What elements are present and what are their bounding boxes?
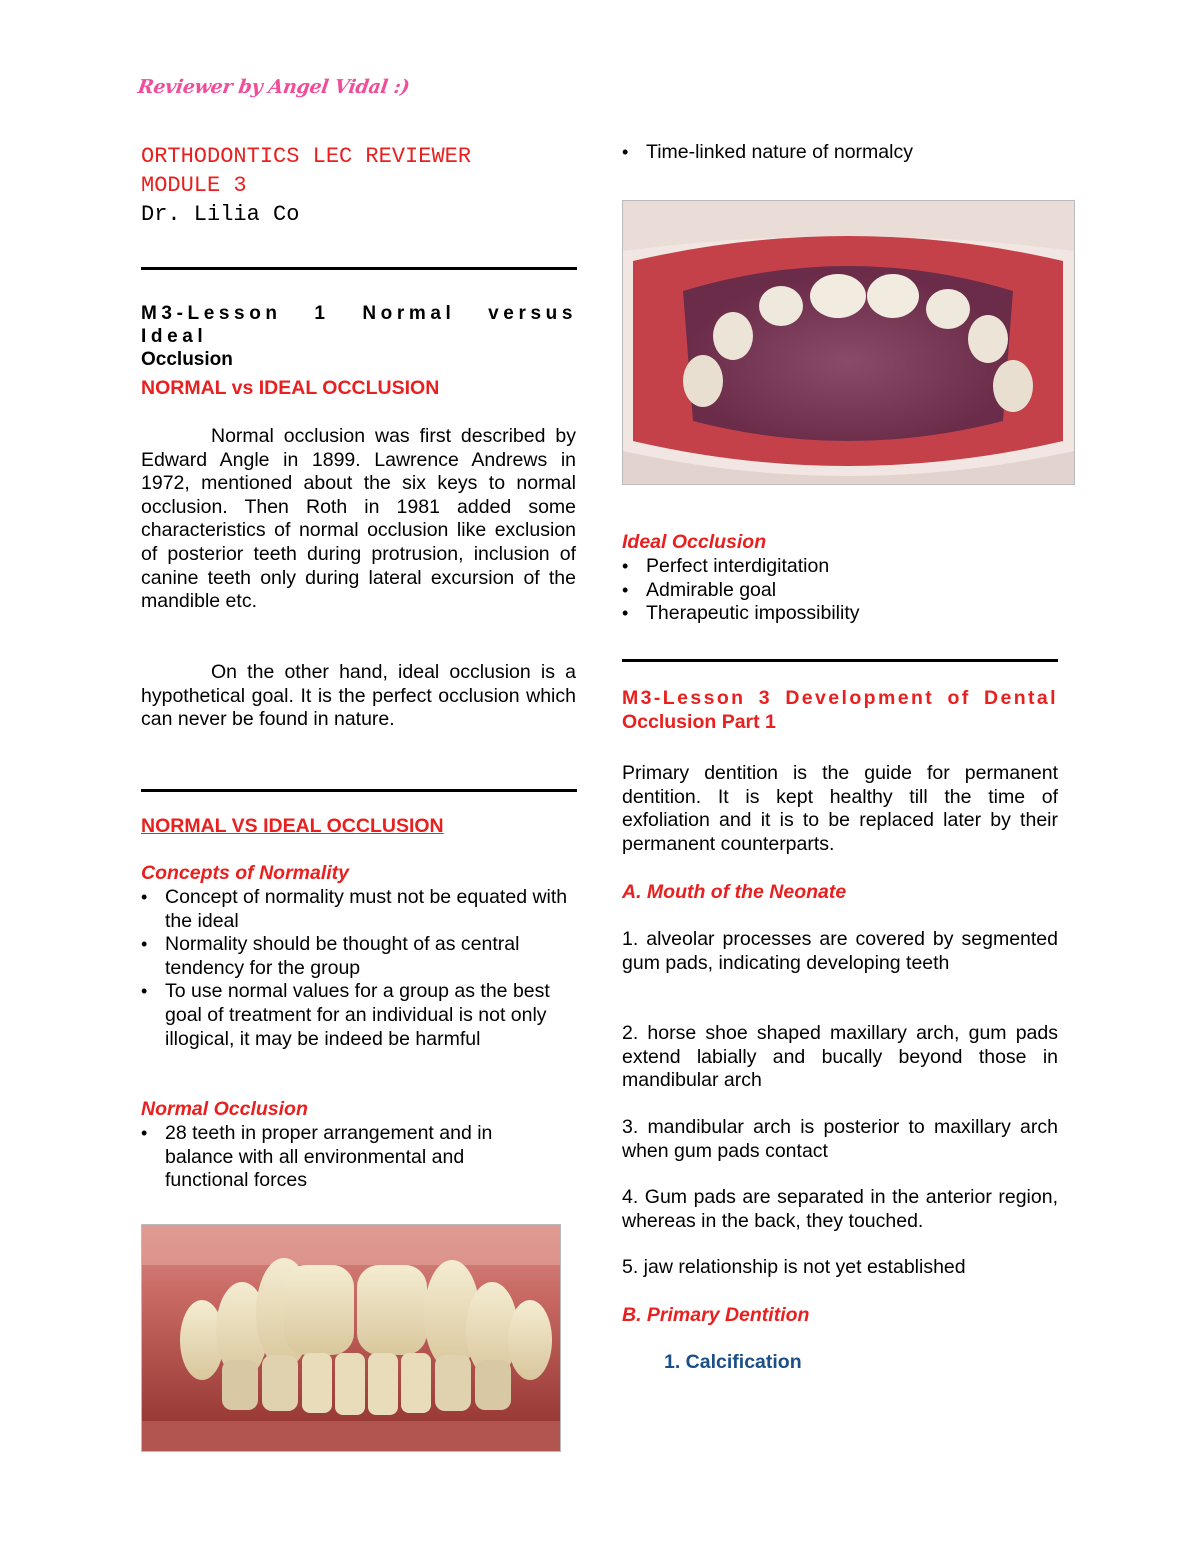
concepts-list xyxy=(141,886,571,1051)
lesson1-heading xyxy=(141,302,577,371)
list-item: • Admirable goal xyxy=(622,579,1058,603)
list-item: • To use normal values for a group as the best goal of treatment for an individual is not only illogical, it may be indeed be harmful xyxy=(141,980,571,1051)
divider xyxy=(141,789,577,792)
ideal-occlusion-heading: Ideal Occlusion xyxy=(622,531,767,553)
frontal-teeth-photo xyxy=(141,1224,561,1452)
lesson3-heading-line2: Occlusion Part 1 xyxy=(622,711,776,733)
normal-occlusion-list xyxy=(141,1122,551,1193)
list-item: • Concept of normality must not be equated with the ideal xyxy=(141,886,571,933)
instructor-name: Dr. Lilia Co xyxy=(141,202,300,227)
ideal-occlusion-list xyxy=(622,555,1058,626)
neonate-item-4: 4. Gum pads are separated in the anterior region, whereas in the back, they touched. xyxy=(622,1186,1058,1232)
primary-dentition-photo xyxy=(622,200,1075,485)
document-title: ORTHODONTICS LEC REVIEWER xyxy=(141,144,472,169)
neonate-heading: A. Mouth of the Neonate xyxy=(622,881,847,903)
module-label: MODULE 3 xyxy=(141,173,247,198)
reviewer-credit: Reviewer by Angel Vidal :) xyxy=(136,76,411,98)
list-item: • Therapeutic impossibility xyxy=(622,602,1058,626)
divider xyxy=(141,267,577,270)
list-item: • Normality should be thought of as central tendency for the group xyxy=(141,933,571,980)
list-item: • Perfect interdigitation xyxy=(622,555,1058,579)
normalcy-list xyxy=(622,141,1058,165)
neonate-item-2: 2. horse shoe shaped maxillary arch, gum pads extend labially and bucally beyond those in mandibular arch xyxy=(622,1022,1058,1092)
section2-heading: NORMAL VS IDEAL OCCLUSION xyxy=(141,815,444,837)
neonate-item-5: 5. jaw relationship is not yet established xyxy=(622,1256,966,1278)
paragraph-normal-occlusion: Normal occlusion was first described by Edward Angle in 1899. Lawrence Andrews in 1972, mentioned about the six keys to normal occlusion. Then Roth in 1981 added some characteristics of normal occlusion like exclusion of posterior teeth during protrusion, inclusion of canine teeth only during lateral excursion of the mandible etc. xyxy=(141,425,576,613)
neonate-item-1: 1. alveolar processes are covered by segmented gum pads, indicating developing teeth xyxy=(622,928,1058,974)
paragraph-ideal-occlusion: On the other hand, ideal occlusion is a hypothetical goal. It is the perfect occlusion which can never be found in nature. xyxy=(141,661,576,731)
list-item: • 28 teeth in proper arrangement and in balance with all environmental and functional forces xyxy=(141,1122,551,1193)
list-item: • Time-linked nature of normalcy xyxy=(622,141,1058,165)
lesson1-heading-line1: M3-Lesson 1 Normal versus Ideal xyxy=(141,303,577,347)
primary-dentition-paragraph: Primary dentition is the guide for permanent dentition. It is kept healthy till the time of exfoliation and it is to be replaced later by their permanent counterparts. xyxy=(622,762,1058,855)
lesson3-heading xyxy=(622,686,1058,734)
primary-dentition-heading: B. Primary Dentition xyxy=(622,1304,810,1326)
lesson1-heading-line2: Occlusion xyxy=(141,349,233,370)
concepts-heading: Concepts of Normality xyxy=(141,862,350,884)
teeth-illustration xyxy=(142,1225,560,1451)
lesson3-heading-line1: M3-Lesson 3 Development of Dental xyxy=(622,687,1058,709)
normal-occlusion-heading: Normal Occlusion xyxy=(141,1098,308,1120)
section-heading: NORMAL vs IDEAL OCCLUSION xyxy=(141,377,440,399)
mouth-illustration xyxy=(623,201,1074,484)
neonate-item-3: 3. mandibular arch is posterior to maxillary arch when gum pads contact xyxy=(622,1116,1058,1162)
calcification-heading: 1. Calcification xyxy=(664,1351,802,1373)
divider xyxy=(622,659,1058,662)
